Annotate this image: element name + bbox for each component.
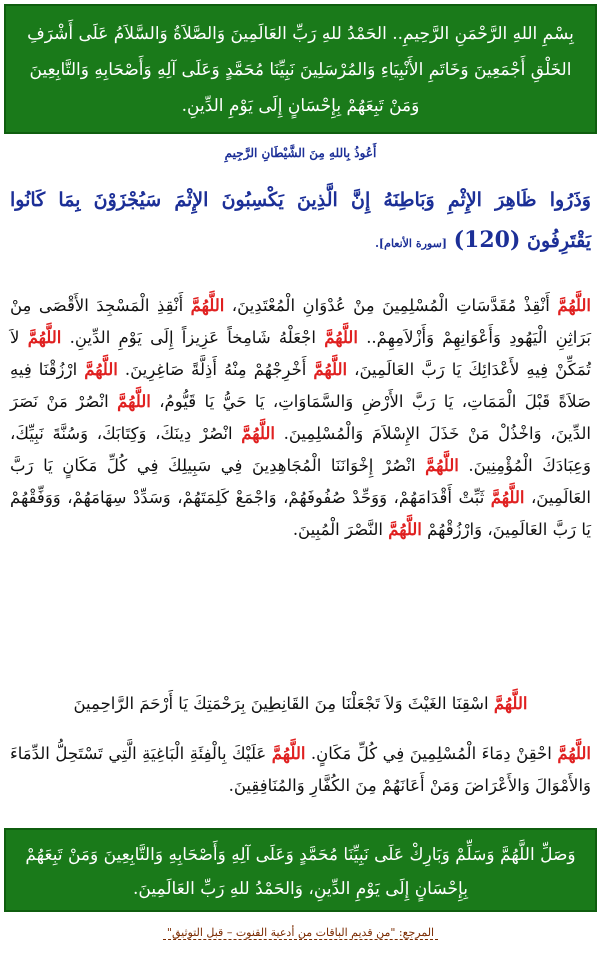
dua-paragraph-2 (10, 688, 591, 720)
allahumma-invocation: اللَّهُمَّ (388, 520, 422, 539)
allahumma-invocation: اللَّهُمَّ (27, 328, 62, 347)
allahumma-invocation: اللَّهُمَّ (324, 328, 358, 347)
allahumma-invocation: اللَّهُمَّ (425, 456, 459, 475)
allahumma-invocation: اللَّهُمَّ (557, 296, 592, 315)
allahumma-invocation: اللَّهُمَّ (490, 488, 525, 507)
taawudh-line: أَعُوذُ بِاللهِ مِنَ الشَّيْطَانِ الرَّجِيمِ (224, 146, 377, 160)
allahumma-invocation: اللَّهُمَّ (117, 392, 151, 411)
opening-text: بِسْمِ اللهِ الرَّحْمَنِ الرَّحِيمِ.. الحَمْدُ للهِ رَبِّ العَالَمِينَ وَالصَّلاَةُ وَالسَّلاَمُ عَلَى أَشْرَفِ الخَلْقِ أَجْمَعِينَ وَخَاتَمِ الأَنْبِيَاءِ وَالمُرْسَلِينَ نَبِيِّنَا مُحَمَّدٍ وَعَلَى آلِهِ وَأَصْحَابِهِ وَالتَّابِعِينَ وَمَنْ تَبِعَهُمْ بِإِحْسَانٍ إِلَى يَوْمِ الدِّينِ. (27, 24, 574, 116)
dua-text-segment: ثَبِّتْ أَقْدَامَهُمْ، وَوَحِّدْ صُفُوفَهُمْ، وَاجْمَعْ كَلِمَتَهُمْ، وَسَدِّدْ سِهَامَهُمْ، وَوَفِّقْهُمْ يَا رَبَّ العَالَمِينَ، وَارْزُقْهُمْ (10, 488, 591, 539)
dua-text-segment: النَّصْرَ الْمُبِينَ. (292, 520, 389, 539)
allahumma-invocation: اللَّهُمَّ (271, 744, 306, 763)
dua-text-segment: أَنْقِذِ الْمَسْجِدَ الأَقْصَى مِنْ بَرَاثِنِ الْيَهُودِ وَأَعْوَانِهِمْ وَأَزْلاَمِهِمْ.. (10, 296, 592, 347)
quran-verse (10, 180, 591, 264)
closing-text: وَصَلِّ اللَّهُمَّ وَسَلِّمْ وَبَارِكْ عَلَى نَبِيِّنَا مُحَمَّدٍ وَعَلَى آلِهِ وَأَصْحَابِهِ وَالتَّابِعِينَ وَمَنْ تَبِعَهُمْ بِإِحْسَانٍ إِلَى يَوْمِ الدِّينِ، وَالحَمْدُ للهِ رَبِّ العَالَمِينَ. (25, 845, 576, 899)
surah-reference: [سورة الأنعام]. (375, 237, 447, 250)
opening-basmala-box (4, 4, 597, 134)
verse-number: (120) (453, 227, 521, 253)
reference-note (0, 926, 601, 939)
dua-text-segment: لاَ تُمَكِّنْ فِيهِ لأَعْدَائِكَ يَا رَبَّ العَالَمِينَ، (10, 328, 591, 379)
dua-text-segment: انْصُرْ إِخْوَانَنَا الْمُجَاهِدِينَ فِي سَبِيلِكَ فِي كُلِّ مَكَانٍ يَا رَبَّ العَالَمِينَ، (10, 456, 591, 507)
verse-text: وَذَرُوا ظَاهِرَ الإِثْمِ وَبَاطِنَهُ إِنَّ الَّذِينَ يَكْسِبُونَ الإِثْمَ سَيُجْزَوْنَ بِمَا كَانُوا يَقْتَرِفُونَ (10, 189, 591, 252)
allahumma-invocation: اللَّهُمَّ (493, 694, 528, 713)
dua-text-segment: انْصُرْ مَنْ نَصَرَ الدِّينَ، وَاخْذُلْ مَنْ خَذَلَ الإِسْلاَمَ وَالْمُسْلِمِينَ. (10, 392, 591, 443)
reference-text: المرجع: "من قديم الباقات من أدعية القنوت – قبل التوثيق" (163, 926, 438, 940)
allahumma-invocation: اللَّهُمَّ (557, 744, 592, 763)
dua-paragraph-3 (10, 738, 591, 802)
dua-text-segment: احْقِنْ دِمَاءَ الْمُسْلِمِينَ فِي كُلِّ مَكَانٍ. (305, 744, 558, 763)
allahumma-invocation: اللَّهُمَّ (241, 424, 275, 443)
allahumma-invocation: اللَّهُمَّ (313, 360, 348, 379)
dua-text-segment: عَلَيْكَ بِالْفِئَةِ الْبَاغِيَةِ الَّتِي تَسْتَحِلُّ الدِّمَاءَ وَالأَمْوَالَ وَالأَعْرَاضَ وَمَنْ أَعَانَهُمْ مِنَ الكُفَّارِ وَالمُنَافِقِينَ. (10, 744, 591, 795)
dua-text-segment: أَنْقِذْ مُقَدَّسَاتِ الْمُسْلِمِينَ مِنْ عُدْوَانِ الْمُعْتَدِينَ، (224, 296, 558, 315)
dua-text-segment: اسْقِنَا الغَيْثَ وَلاَ تَجْعَلْنَا مِنَ القَانِطِينَ بِرَحْمَتِكَ يَا أَرْحَمَ الرَّاحِمِينَ (73, 694, 494, 713)
allahumma-invocation: اللَّهُمَّ (84, 360, 118, 379)
dua-text-segment: اجْعَلْهُ شَامِخاً عَزِيزاً إِلَى يَوْمِ الدِّينِ. (61, 328, 325, 347)
dua-text-segment: انْصُرْ دِينَكَ، وَكِتَابَكَ، وَسُنَّةَ نَبِيِّكَ، وَعِبَادَكَ الْمُؤْمِنِينَ. (10, 424, 591, 475)
allahumma-invocation: اللَّهُمَّ (190, 296, 225, 315)
dua-text-segment: ارْزُقْنَا فِيهِ صَلاَةً قَبْلَ الْمَمَاتِ، يَا رَبَّ الأَرْضِ وَالسَّمَاوَاتِ، يَا حَيُّ يَا قَيُّومُ، (10, 360, 591, 411)
dua-paragraph-1 (10, 290, 591, 546)
dua-text-segment: أَخْرِجْهُمْ مِنْهُ أَذِلَّةً صَاغِرِينَ. (117, 360, 314, 379)
closing-salawat-box (4, 828, 597, 912)
